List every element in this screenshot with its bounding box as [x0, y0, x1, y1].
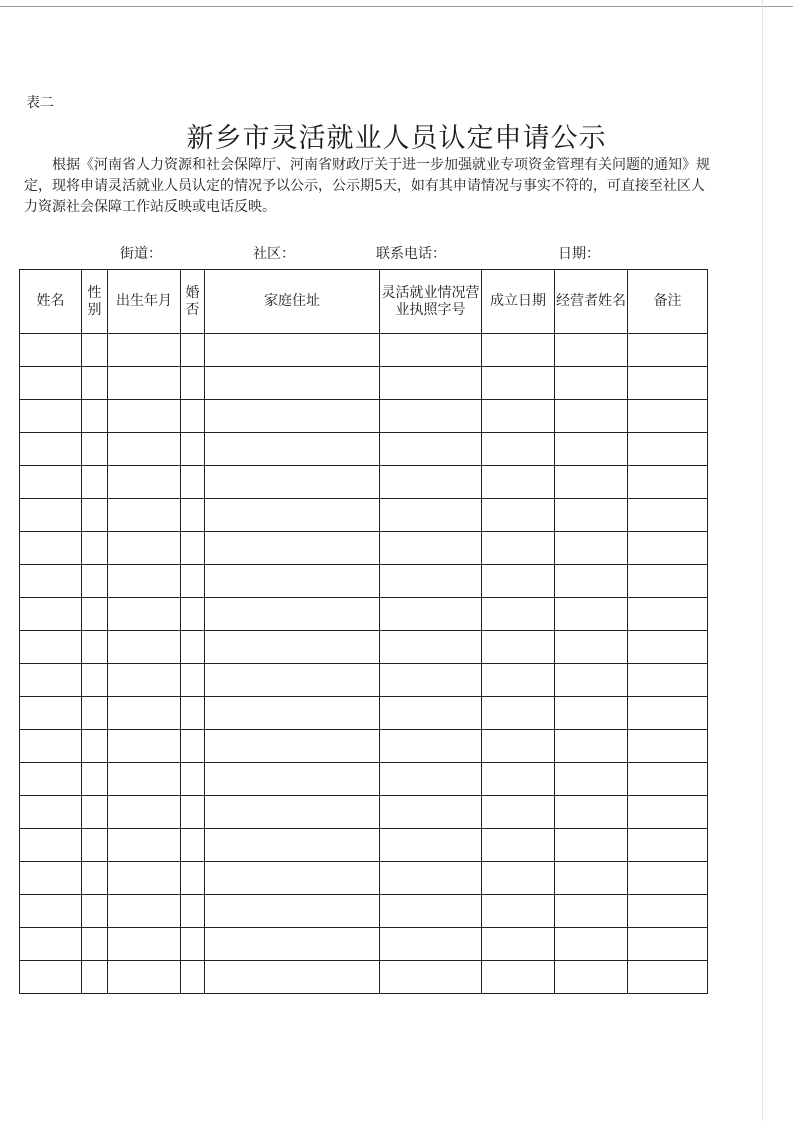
table-cell [380, 532, 482, 565]
table-cell [181, 400, 205, 433]
table-cell [108, 664, 181, 697]
table-cell [82, 433, 108, 466]
table-cell [181, 895, 205, 928]
header-birth-date: 出生年月 [108, 270, 181, 334]
table-row [20, 466, 708, 499]
table-row [20, 598, 708, 631]
table-row [20, 334, 708, 367]
table-cell [181, 697, 205, 730]
table-row [20, 763, 708, 796]
table-row [20, 400, 708, 433]
table-header-row [20, 270, 708, 334]
table-cell [181, 796, 205, 829]
table-cell [205, 631, 380, 664]
table-cell [205, 334, 380, 367]
table-cell [108, 730, 181, 763]
header-marital-status: 婚否 [181, 270, 205, 334]
table-cell [20, 961, 82, 994]
table-cell [20, 433, 82, 466]
table-cell [380, 697, 482, 730]
table-cell [380, 796, 482, 829]
table-row [20, 499, 708, 532]
table-cell [482, 697, 555, 730]
table-cell [82, 367, 108, 400]
table-row [20, 433, 708, 466]
table-cell [555, 697, 628, 730]
table-cell [380, 565, 482, 598]
table-cell [82, 400, 108, 433]
table-cell [628, 697, 708, 730]
table-cell [20, 829, 82, 862]
table-cell [205, 499, 380, 532]
table-cell [628, 367, 708, 400]
table-cell [482, 763, 555, 796]
table-cell [82, 862, 108, 895]
table-cell [82, 928, 108, 961]
table-cell [482, 598, 555, 631]
table-cell [108, 532, 181, 565]
table-cell [20, 895, 82, 928]
table-row [20, 961, 708, 994]
table-cell [380, 433, 482, 466]
header-gender: 性别 [82, 270, 108, 334]
table-cell [628, 400, 708, 433]
header-license-number: 灵活就业情况营业执照字号 [380, 270, 482, 334]
table-cell [108, 565, 181, 598]
table-cell [205, 367, 380, 400]
table-row [20, 895, 708, 928]
table-cell [555, 895, 628, 928]
table-cell [628, 763, 708, 796]
table-row [20, 829, 708, 862]
table-cell [82, 631, 108, 664]
table-cell [380, 763, 482, 796]
table-cell [482, 928, 555, 961]
table-cell [555, 862, 628, 895]
table-cell [20, 697, 82, 730]
table-cell [20, 565, 82, 598]
table-cell [205, 829, 380, 862]
table-cell [20, 862, 82, 895]
table-cell [555, 961, 628, 994]
table-cell [205, 796, 380, 829]
street-label: 街道： [120, 246, 162, 262]
table-cell [380, 895, 482, 928]
table-cell [205, 961, 380, 994]
table-cell [482, 400, 555, 433]
table-cell [205, 862, 380, 895]
table-row [20, 928, 708, 961]
table-cell [20, 664, 82, 697]
table-cell [380, 598, 482, 631]
table-cell [628, 829, 708, 862]
table-cell [181, 829, 205, 862]
table-cell [205, 400, 380, 433]
table-cell [380, 400, 482, 433]
table-cell [82, 895, 108, 928]
table-cell [108, 499, 181, 532]
table-cell [628, 928, 708, 961]
table-cell [20, 400, 82, 433]
table-cell [20, 796, 82, 829]
table-row [20, 862, 708, 895]
table-cell [108, 862, 181, 895]
table-cell [108, 466, 181, 499]
table-cell [205, 697, 380, 730]
table-row [20, 532, 708, 565]
header-establish-date: 成立日期 [482, 270, 555, 334]
table-cell [181, 730, 205, 763]
page-right-edge [762, 0, 763, 1121]
table-cell [482, 367, 555, 400]
table-row [20, 697, 708, 730]
date-label: 日期： [558, 246, 600, 262]
table-cell [380, 664, 482, 697]
table-cell [482, 961, 555, 994]
table-cell [628, 499, 708, 532]
table-cell [205, 565, 380, 598]
table-cell [380, 862, 482, 895]
table-cell [380, 829, 482, 862]
table-cell [482, 895, 555, 928]
table-cell [181, 532, 205, 565]
table-cell [108, 631, 181, 664]
table-cell [380, 631, 482, 664]
table-cell [82, 499, 108, 532]
community-label: 社区： [253, 246, 295, 262]
table-cell [108, 697, 181, 730]
table-cell [181, 499, 205, 532]
table-cell [555, 763, 628, 796]
table-cell [181, 664, 205, 697]
table-cell [181, 367, 205, 400]
table-cell [380, 928, 482, 961]
table-cell [20, 466, 82, 499]
page-title: 新乡市灵活就业人员认定申请公示 [186, 123, 607, 154]
table-cell [628, 631, 708, 664]
table-cell [20, 631, 82, 664]
table-cell [108, 400, 181, 433]
header-operator-name: 经营者姓名 [555, 270, 628, 334]
table-cell [555, 730, 628, 763]
table-cell [555, 334, 628, 367]
table-cell [108, 598, 181, 631]
table-cell [181, 598, 205, 631]
table-cell [482, 862, 555, 895]
header-home-address: 家庭住址 [205, 270, 380, 334]
table-cell [380, 367, 482, 400]
table-cell [482, 499, 555, 532]
table-cell [482, 532, 555, 565]
table-cell [555, 565, 628, 598]
table-cell [628, 796, 708, 829]
table-cell [555, 928, 628, 961]
header-remarks: 备注 [628, 270, 708, 334]
table-cell [628, 532, 708, 565]
table-cell [555, 796, 628, 829]
table-cell [181, 928, 205, 961]
table-cell [181, 631, 205, 664]
table-cell [20, 367, 82, 400]
table-cell [380, 961, 482, 994]
table-cell [181, 961, 205, 994]
table-cell [20, 730, 82, 763]
table-cell [628, 433, 708, 466]
table-cell [82, 697, 108, 730]
table-cell [205, 730, 380, 763]
table-cell [181, 565, 205, 598]
table-cell [181, 763, 205, 796]
table-cell [82, 565, 108, 598]
table-cell [205, 598, 380, 631]
table-cell [108, 961, 181, 994]
table-cell [628, 664, 708, 697]
table-cell [82, 961, 108, 994]
table-cell [205, 928, 380, 961]
table-cell [108, 334, 181, 367]
header-name: 姓名 [20, 270, 82, 334]
phone-label: 联系电话： [376, 246, 446, 262]
table-cell [20, 598, 82, 631]
table-cell [205, 664, 380, 697]
table-cell [108, 433, 181, 466]
table-cell [108, 829, 181, 862]
table-cell [482, 829, 555, 862]
table-cell [555, 466, 628, 499]
table-cell [20, 334, 82, 367]
form-number: 表二 [26, 95, 54, 111]
table-cell [380, 499, 482, 532]
table-cell [482, 433, 555, 466]
table-cell [628, 961, 708, 994]
table-cell [82, 532, 108, 565]
table-cell [181, 334, 205, 367]
table-cell [555, 829, 628, 862]
table-row [20, 730, 708, 763]
table-body [20, 334, 708, 994]
table-cell [482, 631, 555, 664]
table-cell [82, 763, 108, 796]
table-cell [82, 466, 108, 499]
table-cell [482, 796, 555, 829]
table-cell [555, 499, 628, 532]
table-cell [205, 763, 380, 796]
application-table [19, 269, 708, 994]
table-cell [108, 367, 181, 400]
table-cell [205, 895, 380, 928]
table-cell [628, 598, 708, 631]
table-cell [82, 598, 108, 631]
table-cell [628, 565, 708, 598]
table-cell [205, 532, 380, 565]
table-cell [628, 466, 708, 499]
table-row [20, 664, 708, 697]
table-cell [205, 466, 380, 499]
table-cell [20, 499, 82, 532]
table-cell [482, 334, 555, 367]
table-cell [380, 466, 482, 499]
table-cell [108, 928, 181, 961]
table-cell [181, 433, 205, 466]
table-cell [20, 532, 82, 565]
table-row [20, 565, 708, 598]
intro-text: 根据《河南省人力资源和社会保障厅、河南省财政厅关于进一步加强就业专项资金管理有关问题的通知》规定，现将申请灵活就业人员认定的情况予以公示，公示期5天，如有其申请情况与事实不符的，可直接至社区人力资源社会保障工作站反映或电话反映。 [24, 157, 710, 215]
table-cell [181, 466, 205, 499]
table-cell [482, 664, 555, 697]
table-cell [555, 400, 628, 433]
table-cell [628, 895, 708, 928]
table-cell [555, 433, 628, 466]
table-row [20, 631, 708, 664]
table-cell [555, 664, 628, 697]
table-cell [555, 598, 628, 631]
table-cell [82, 664, 108, 697]
table-cell [205, 433, 380, 466]
table-cell [628, 862, 708, 895]
table-cell [628, 334, 708, 367]
table-cell [181, 862, 205, 895]
table-row [20, 367, 708, 400]
table-cell [555, 631, 628, 664]
table-cell [20, 763, 82, 796]
table-row [20, 796, 708, 829]
table-cell [555, 367, 628, 400]
table-cell [482, 565, 555, 598]
table-cell [482, 730, 555, 763]
table-cell [380, 730, 482, 763]
table-cell [82, 829, 108, 862]
table-cell [482, 466, 555, 499]
table-cell [380, 334, 482, 367]
page-top-edge [0, 6, 793, 7]
table-cell [108, 796, 181, 829]
table-cell [555, 532, 628, 565]
table-cell [82, 730, 108, 763]
table-cell [108, 895, 181, 928]
table-cell [20, 928, 82, 961]
intro-paragraph [24, 155, 714, 218]
table-cell [82, 334, 108, 367]
table-cell [108, 763, 181, 796]
table-cell [628, 730, 708, 763]
table-cell [82, 796, 108, 829]
